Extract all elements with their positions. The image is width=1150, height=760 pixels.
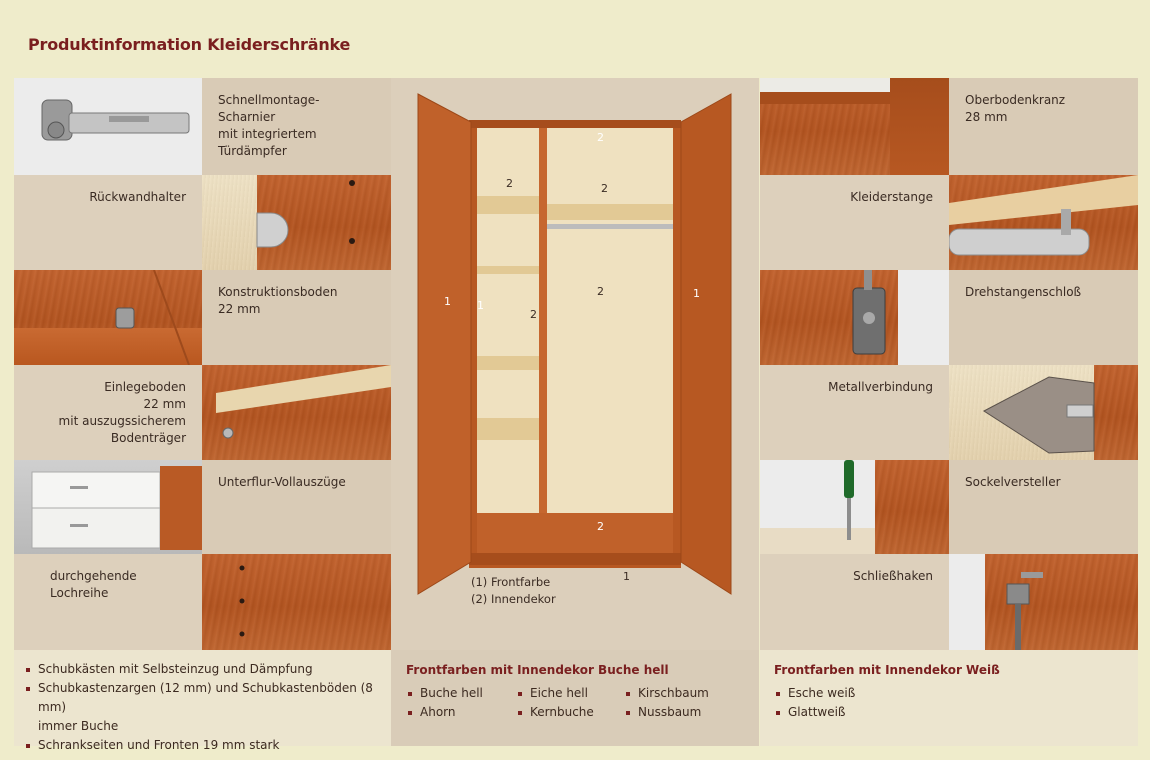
holeline-photo (202, 554, 391, 650)
connector-icon (14, 270, 202, 365)
topcornice-label-cell (949, 78, 1138, 175)
color-item: Eiche hell (516, 684, 624, 703)
holeline-label-cell (14, 554, 202, 650)
base-adjuster-photo (760, 460, 949, 554)
hinge-title: Schnellmontage-Scharnier (218, 93, 320, 124)
label-back: 2 (597, 285, 604, 298)
label-bottom: 2 (597, 520, 604, 533)
metal-connector-icon (949, 365, 1138, 460)
metal-title: Metallverbindung (828, 380, 933, 394)
hook-icon (949, 554, 1138, 650)
rail-icon (949, 175, 1138, 270)
hook-label-cell (760, 554, 949, 650)
color-item: Kirschbaum (624, 684, 724, 703)
color-item: Nussbaum (624, 703, 724, 722)
label-shelf-left: 2 (506, 177, 513, 190)
label-top: 2 (597, 131, 604, 144)
color-item: Ahorn (406, 703, 516, 722)
legend-innendekor: (2) Innendekor (471, 592, 556, 606)
weiss-colors (774, 661, 1129, 722)
label-door-left: 1 (444, 295, 451, 308)
hinge-icon (14, 78, 202, 175)
color-item: Kernbuche (516, 703, 624, 722)
feature-item-cont: immer Buche (38, 719, 119, 733)
feature-item: Schrankseiten und Fronten 19 mm stark (24, 736, 384, 755)
lock-title: Drehstangenschloß (965, 285, 1082, 299)
feature-item: Schubkästen mit Selbsteinzug und Dämpfung (24, 660, 384, 679)
feature-list (24, 660, 384, 755)
topcornice-title: Oberbodenkranz (965, 93, 1066, 107)
holeline-title: durchgehende Lochreihe (50, 569, 137, 600)
rail-photo (949, 175, 1138, 270)
legend-frontfarbe: (1) Frontfarbe (471, 575, 551, 589)
backwall-title: Rückwandhalter (89, 190, 186, 204)
holes-icon (202, 554, 391, 650)
hook-title: Schließhaken (853, 569, 933, 583)
shelf-note-1: mit auszugssicherem (58, 414, 186, 428)
shelf-thickness: 22 mm (143, 397, 186, 411)
drawer-label-cell (202, 460, 391, 554)
buche-heading: Frontfarben mit Innendekor Buche hell (406, 663, 669, 677)
rail-title: Kleiderstange (850, 190, 933, 204)
drawer-title: Unterflur-Vollauszüge (218, 475, 346, 489)
hook-photo (949, 554, 1138, 650)
backwall-photo (202, 175, 391, 270)
constructionfloor-title: Konstruktionsboden (218, 285, 338, 299)
base-adjuster-title: Sockelversteller (965, 475, 1061, 489)
shelf-title: Einlegeboden (104, 380, 186, 394)
label-door-right: 1 (693, 287, 700, 300)
topcornice-photo (760, 78, 949, 175)
page-title: Produktinformation Kleiderschränke (28, 35, 351, 54)
lock-label-cell (949, 270, 1138, 365)
wardrobe-legend (471, 574, 556, 608)
hinge-subtitle: mit integriertem Türdämpfer (218, 127, 317, 158)
label-inner-left: 2 (530, 308, 537, 321)
shelf-note-2: Bodenträger (110, 431, 186, 445)
metal-photo (949, 365, 1138, 460)
constructionfloor-label-cell (202, 270, 391, 365)
shelf-photo (202, 365, 391, 460)
drawer-photo (14, 460, 202, 554)
shelf-label-cell (14, 365, 202, 460)
hinge-photo (14, 78, 202, 175)
lock-photo (760, 270, 949, 365)
weiss-heading: Frontfarben mit Innendekor Weiß (774, 663, 1000, 677)
base-adjuster-label-cell (949, 460, 1138, 554)
constructionfloor-photo (14, 270, 202, 365)
feature-item: Schubkastenzargen (12 mm) und Schubkastenböden (8 mm) (24, 679, 384, 717)
backwall-label-cell (14, 175, 202, 270)
wardrobe-illustration (391, 78, 759, 650)
topcornice-thickness: 28 mm (965, 110, 1008, 124)
label-side-left: 1 (477, 299, 484, 312)
lock-icon (760, 270, 949, 365)
backwall-bracket-icon (202, 175, 391, 270)
wardrobe-panel (391, 78, 759, 650)
color-item: Buche hell (406, 684, 516, 703)
color-item: Glattweiß (774, 703, 1129, 722)
screwdriver-icon (760, 460, 949, 554)
label-plinth: 1 (623, 570, 630, 583)
label-shelf-right: 2 (601, 182, 608, 195)
constructionfloor-thickness: 22 mm (218, 302, 261, 316)
hinge-label-cell (202, 78, 391, 175)
buche-colors (406, 661, 751, 722)
shelf-support-icon (202, 365, 391, 460)
metal-label-cell (760, 365, 949, 460)
rail-label-cell (760, 175, 949, 270)
color-item: Esche weiß (774, 684, 1129, 703)
drawer-icon (14, 460, 202, 554)
